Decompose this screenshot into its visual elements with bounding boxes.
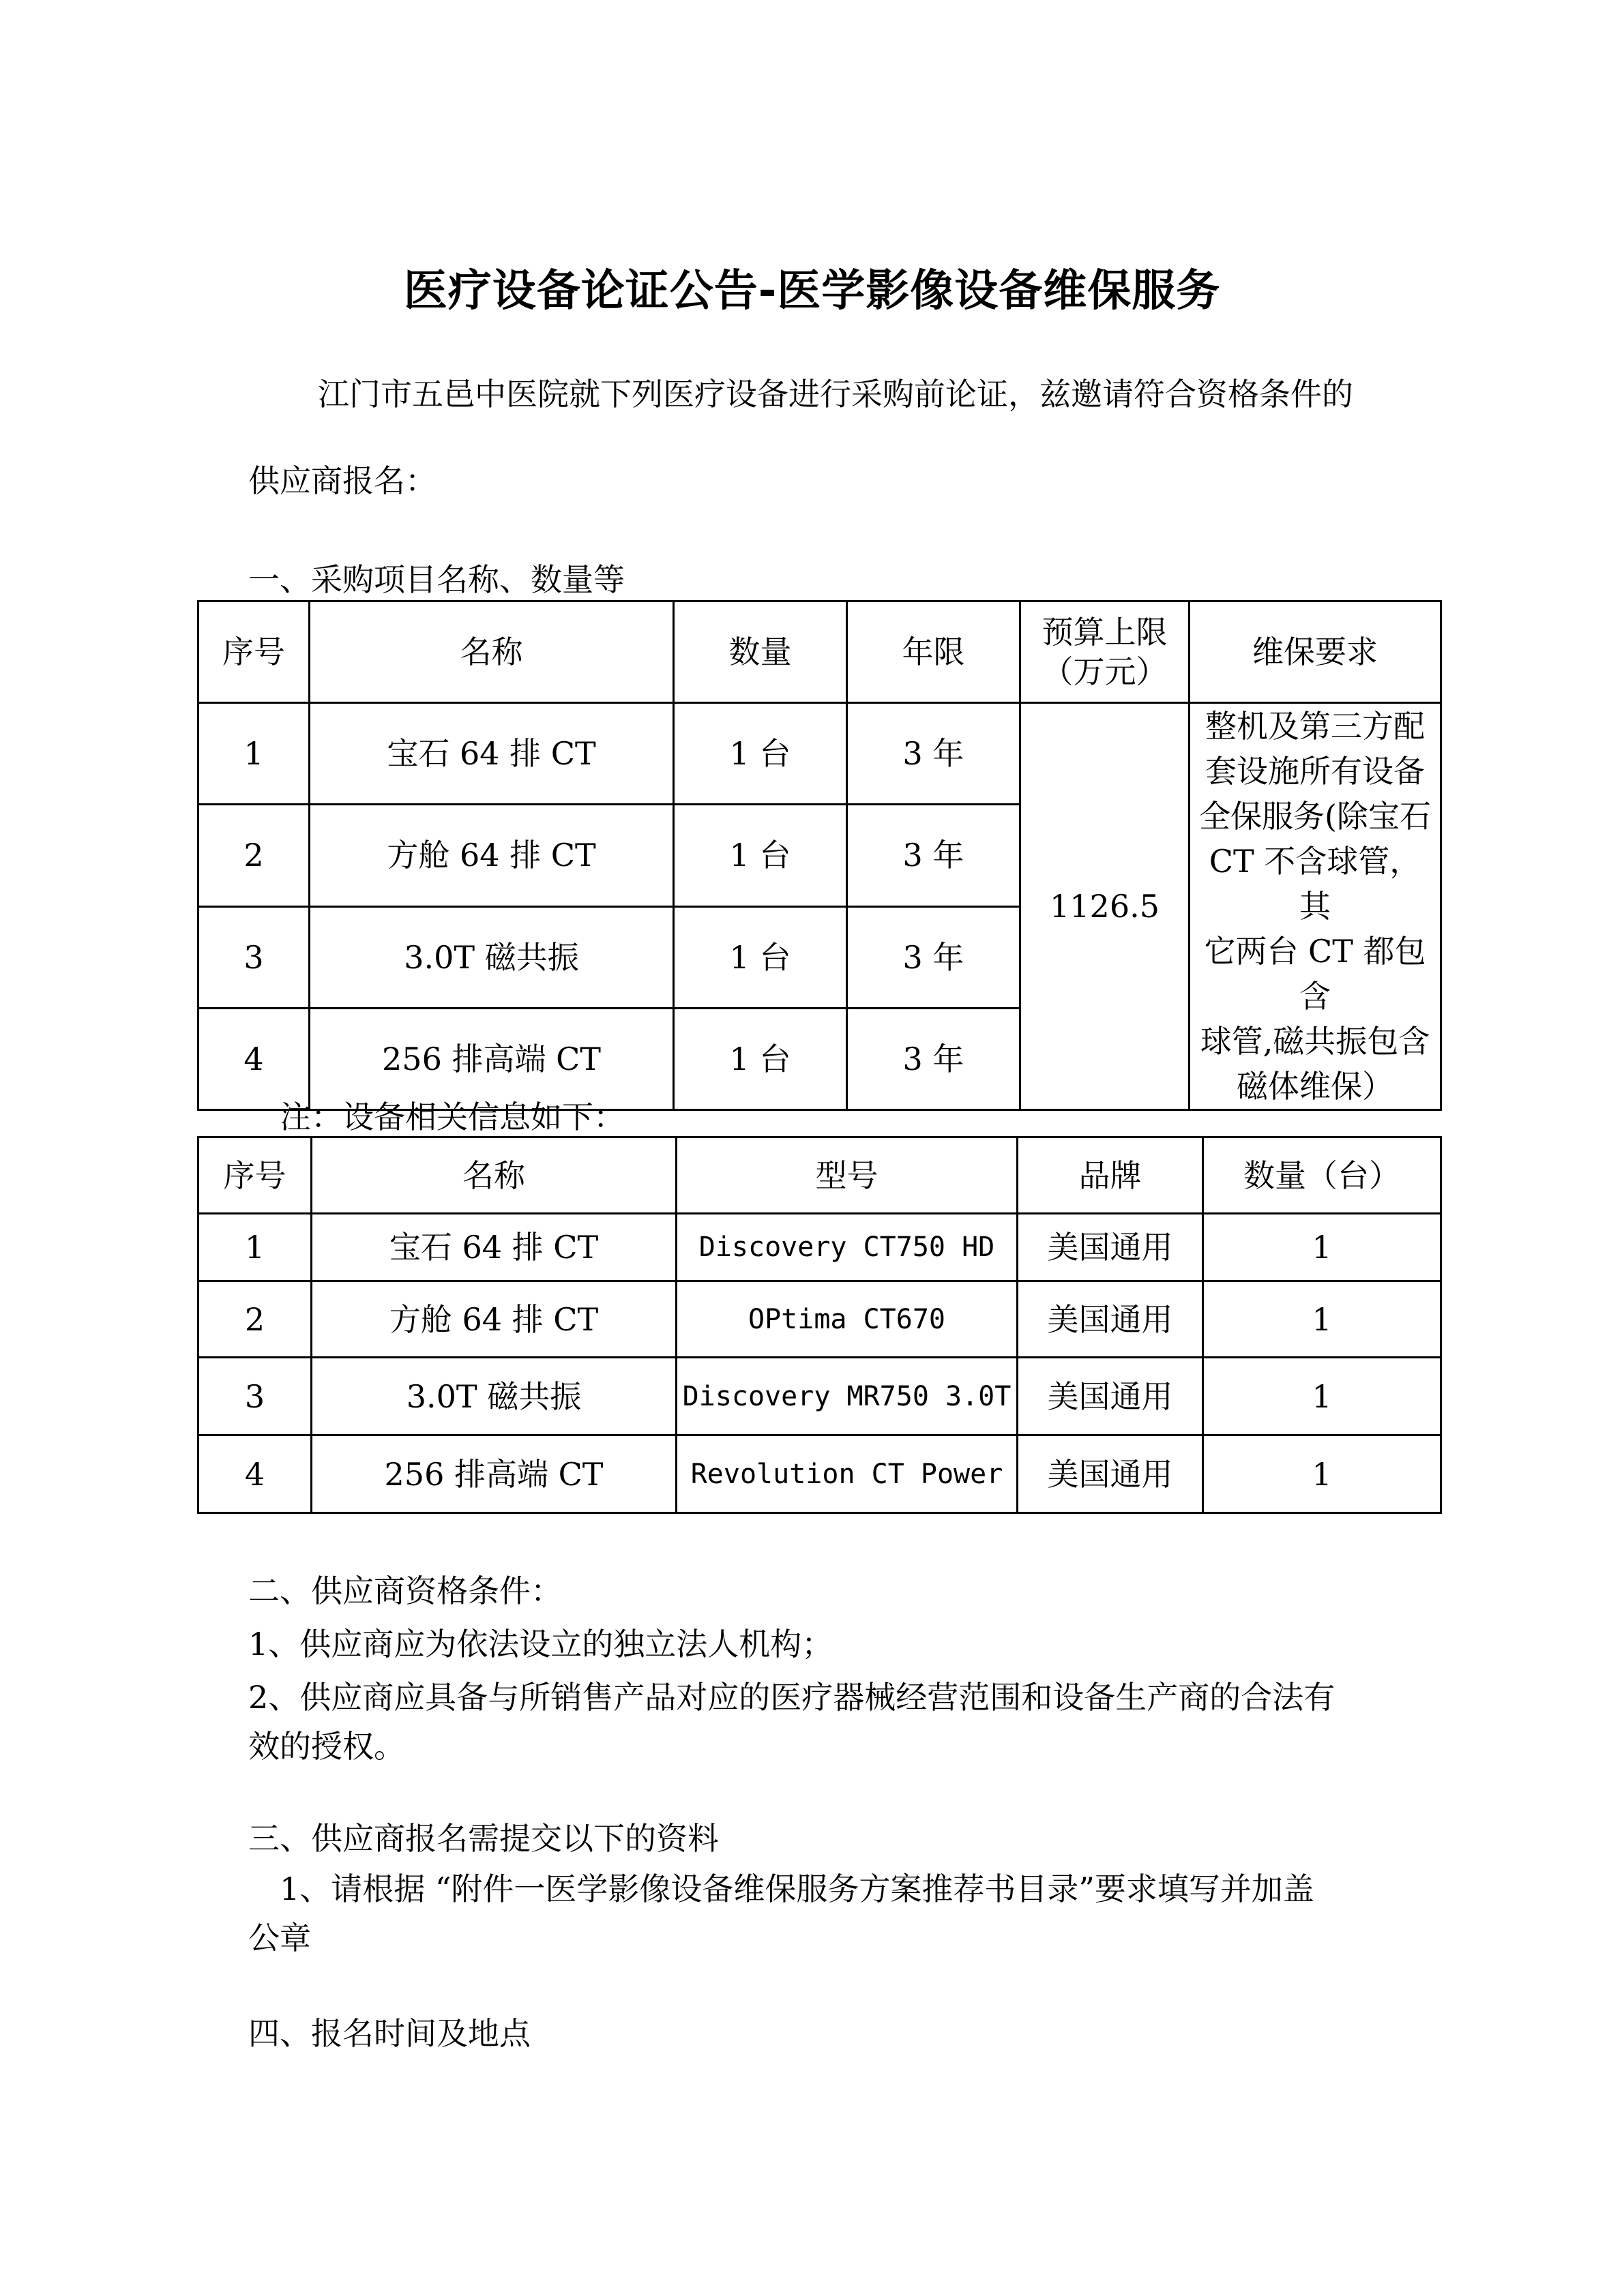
cell-qty: 1 台	[674, 703, 847, 805]
cell-name: 3.0T 磁共振	[310, 906, 674, 1008]
table-row	[198, 1435, 1441, 1513]
cell-qty: 1 台	[674, 906, 847, 1008]
maint-line: CT 不含球管，其	[1209, 843, 1421, 925]
cell-model: Discovery CT750 HD	[677, 1214, 1018, 1281]
cell-name: 256 排高端 CT	[310, 1008, 674, 1109]
section-3-item-1-line-2: 公章	[248, 1920, 311, 1956]
section-2-heading: 二、供应商资格条件：	[248, 1572, 562, 1609]
header-brand: 品牌	[1018, 1137, 1203, 1214]
cell-brand: 美国通用	[1018, 1435, 1203, 1513]
table-row	[198, 1358, 1441, 1435]
section-2-item-2-line-2: 效的授权。	[248, 1728, 405, 1765]
section-2-item-1: 1、供应商应为依法设立的独立法人机构；	[248, 1626, 833, 1663]
maint-line: 全保服务(除宝石	[1199, 798, 1431, 835]
cell-name: 256 排高端 CT	[312, 1435, 677, 1513]
maint-line: 整机及第三方配	[1205, 708, 1425, 745]
header-budget-line-2: （万元）	[1042, 653, 1168, 690]
cell-seq: 4	[198, 1008, 310, 1109]
maint-line: 球管,磁共振包含	[1200, 1023, 1430, 1060]
maint-line: 磁体维保）	[1237, 1068, 1393, 1105]
table-row	[198, 703, 1441, 805]
table-header-row	[198, 601, 1441, 703]
table-header-row	[198, 1137, 1441, 1214]
cell-seq: 3	[198, 1358, 312, 1435]
cell-years: 3 年	[847, 1008, 1020, 1109]
cell-model: OPtima CT670	[677, 1281, 1018, 1358]
maint-line: 套设施所有设备	[1205, 753, 1425, 790]
header-budget	[1020, 601, 1190, 703]
cell-qty: 1 台	[674, 1008, 847, 1109]
header-maint: 维保要求	[1190, 601, 1441, 703]
cell-seq: 1	[198, 703, 310, 805]
cell-years: 3 年	[847, 703, 1020, 805]
header-seq: 序号	[198, 601, 310, 703]
section-4-heading: 四、报名时间及地点	[248, 2015, 531, 2052]
section-1-heading: 一、采购项目名称、数量等	[248, 561, 625, 598]
maint-line: 它两台 CT 都包含	[1204, 933, 1426, 1015]
cell-name: 宝石 64 排 CT	[310, 703, 674, 805]
cell-qty: 1	[1203, 1281, 1441, 1358]
procurement-table	[197, 600, 1442, 1111]
intro-line-2: 供应商报名：	[248, 462, 437, 499]
header-name: 名称	[310, 601, 674, 703]
cell-qty: 1	[1203, 1358, 1441, 1435]
cell-seq: 1	[198, 1214, 312, 1281]
cell-model: Revolution CT Power	[677, 1435, 1018, 1513]
equipment-info-table	[197, 1136, 1442, 1514]
cell-years: 3 年	[847, 805, 1020, 906]
cell-qty: 1	[1203, 1435, 1441, 1513]
header-model: 型号	[677, 1137, 1018, 1214]
cell-qty: 1	[1203, 1214, 1441, 1281]
cell-seq: 4	[198, 1435, 312, 1513]
cell-seq: 2	[198, 1281, 312, 1358]
section-2-item-2-line-1: 2、供应商应具备与所销售产品对应的医疗器械经营范围和设备生产商的合法有	[248, 1679, 1335, 1716]
header-years: 年限	[847, 601, 1020, 703]
header-qty: 数量（台）	[1203, 1137, 1441, 1214]
cell-model: Discovery MR750 3.0T	[677, 1358, 1018, 1435]
table-row	[198, 1281, 1441, 1358]
header-qty: 数量	[674, 601, 847, 703]
cell-name: 宝石 64 排 CT	[312, 1214, 677, 1281]
cell-brand: 美国通用	[1018, 1358, 1203, 1435]
section-3-item-1-line-1: 1、请根据 “附件一医学影像设备维保服务方案推荐书目录”要求填写并加盖	[280, 1870, 1314, 1907]
header-name: 名称	[312, 1137, 677, 1214]
note-heading: 注：设备相关信息如下：	[280, 1099, 625, 1135]
budget-cell: 1126.5	[1020, 703, 1190, 1110]
cell-name: 方舱 64 排 CT	[312, 1281, 677, 1358]
cell-brand: 美国通用	[1018, 1214, 1203, 1281]
table-row	[198, 1214, 1441, 1281]
cell-seq: 3	[198, 906, 310, 1008]
cell-seq: 2	[198, 805, 310, 906]
page-title: 医疗设备论证公告-医学影像设备维保服务	[403, 266, 1221, 316]
section-3-heading: 三、供应商报名需提交以下的资料	[248, 1820, 719, 1857]
cell-years: 3 年	[847, 906, 1020, 1008]
maint-requirement-cell	[1190, 703, 1441, 1110]
header-budget-line-1: 预算上限	[1042, 614, 1168, 651]
cell-name: 方舱 64 排 CT	[310, 805, 674, 906]
intro-line-1: 江门市五邑中医院就下列医疗设备进行采购前论证，兹邀请符合资格条件的	[318, 376, 1353, 413]
cell-name: 3.0T 磁共振	[312, 1358, 677, 1435]
cell-brand: 美国通用	[1018, 1281, 1203, 1358]
cell-qty: 1 台	[674, 805, 847, 906]
header-seq: 序号	[198, 1137, 312, 1214]
